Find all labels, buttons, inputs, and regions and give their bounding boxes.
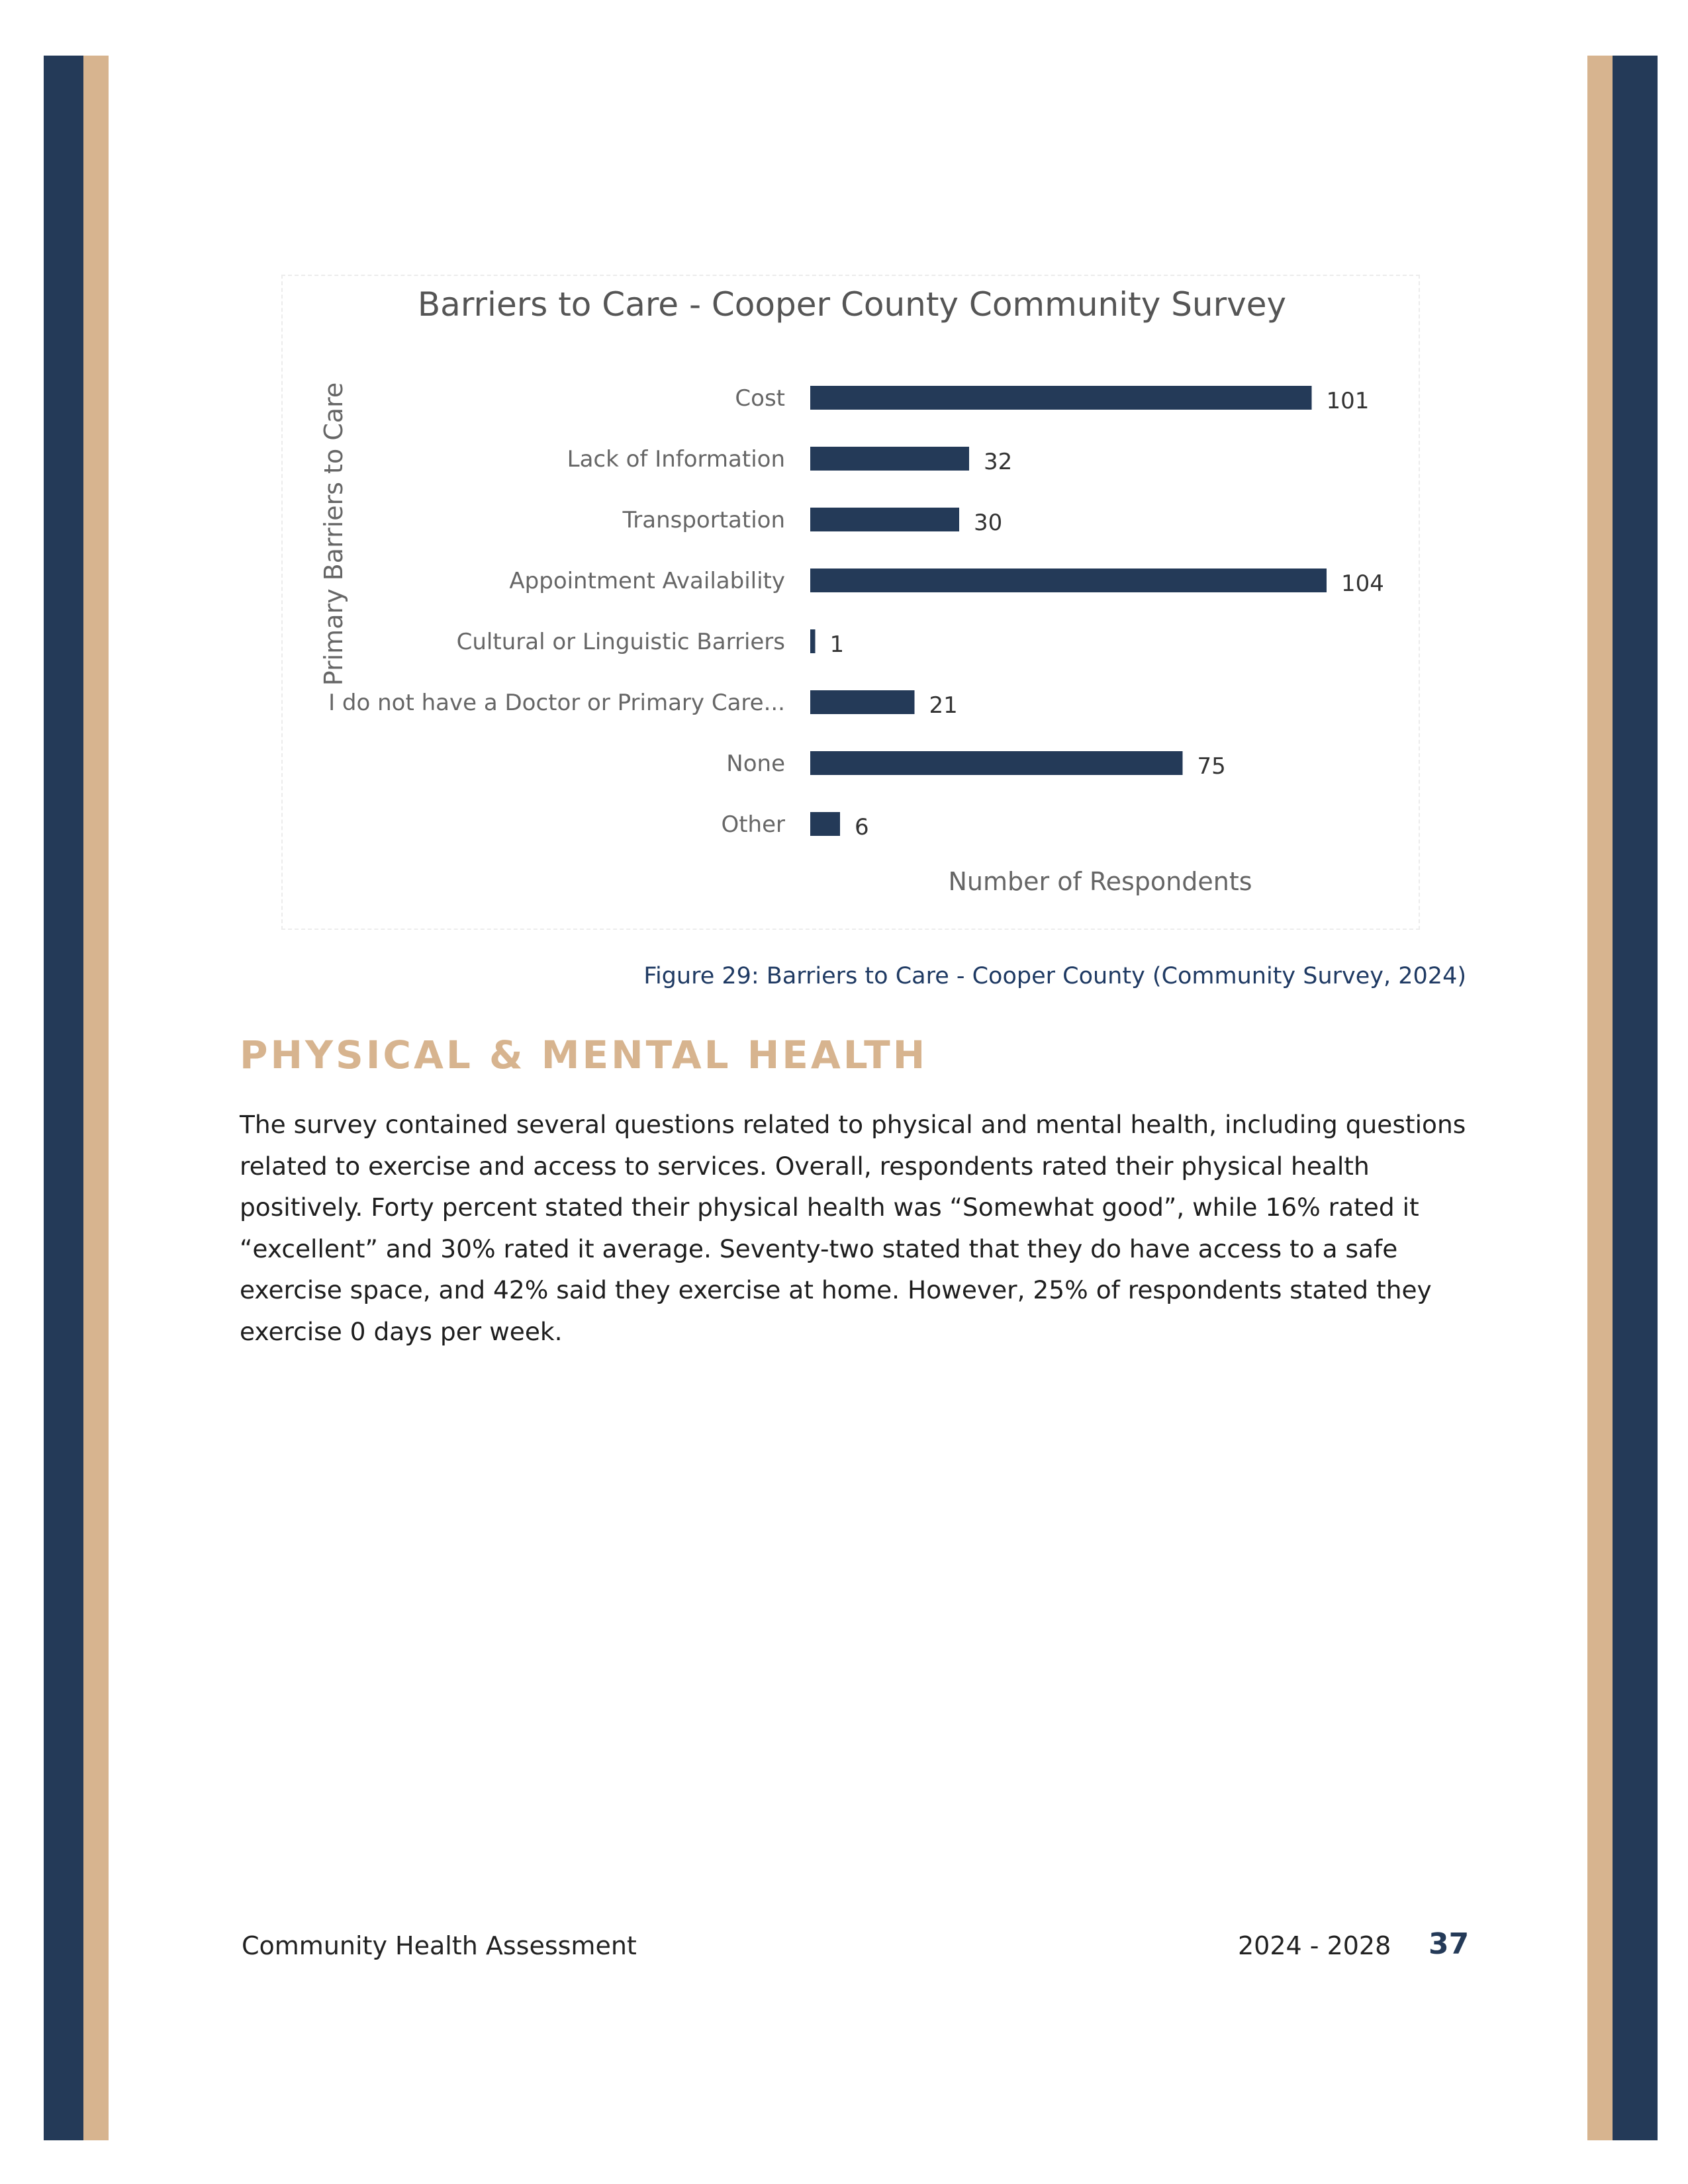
footer-years: 2024 - 2028: [1238, 1931, 1391, 1960]
bar: [810, 508, 959, 531]
section-heading: PHYSICAL & MENTAL HEALTH: [240, 1032, 928, 1077]
category-label: Cultural or Linguistic Barriers: [456, 629, 785, 655]
bars-layer: [328, 385, 1384, 841]
category-label: Cost: [735, 385, 785, 412]
right-tan-stripe: [1587, 56, 1613, 2140]
bar-chart: [283, 276, 1421, 931]
page-number: 37: [1429, 1927, 1470, 1961]
right-navy-stripe: [1613, 56, 1658, 2140]
category-label: Other: [721, 811, 785, 838]
bar: [810, 629, 816, 653]
category-label: Transportation: [622, 507, 785, 533]
value-label: 104: [1341, 570, 1384, 597]
chart-title: Barriers to Care - Cooper County Community Survey: [417, 285, 1287, 324]
category-label: Appointment Availability: [509, 568, 785, 594]
bar: [810, 812, 840, 836]
category-label: I do not have a Doctor or Primary Care...: [328, 690, 785, 716]
figure-caption: Figure 29: Barriers to Care - Cooper County (Community Survey, 2024): [643, 963, 1466, 989]
bar: [810, 569, 1327, 592]
category-label: None: [726, 751, 785, 777]
value-label: 30: [974, 510, 1003, 536]
bar: [810, 447, 969, 471]
value-label: 75: [1197, 753, 1226, 780]
x-axis-title: Number of Respondents: [948, 867, 1252, 896]
footer-title: Community Health Assessment: [242, 1931, 637, 1960]
body-paragraph: The survey contained several questions related to physical and mental health, including questions related to exercise and access to services. Overall, respondents rated their physical health positively. Forty percent stated their physical health was “Somewhat good”, while 16% rated it “excellent” and 30% rated it average. Seventy-two stated that they do have access to a safe exercise space, and 42% said they exercise at home. However, 25% of respondents stated they exercise 0 days per week.: [240, 1110, 1466, 1346]
value-label: 21: [929, 692, 958, 719]
chart-container: [281, 275, 1420, 930]
left-navy-stripe: [44, 56, 83, 2140]
value-label: 101: [1326, 388, 1370, 414]
y-axis-title: Primary Barriers to Care: [319, 382, 348, 686]
bar: [810, 386, 1312, 410]
category-label: Lack of Information: [567, 446, 785, 473]
value-label: 6: [855, 814, 869, 841]
value-label: 32: [984, 449, 1013, 475]
value-label: 1: [829, 631, 845, 658]
left-tan-stripe: [83, 56, 109, 2140]
bar: [810, 690, 915, 714]
bar: [810, 751, 1183, 775]
